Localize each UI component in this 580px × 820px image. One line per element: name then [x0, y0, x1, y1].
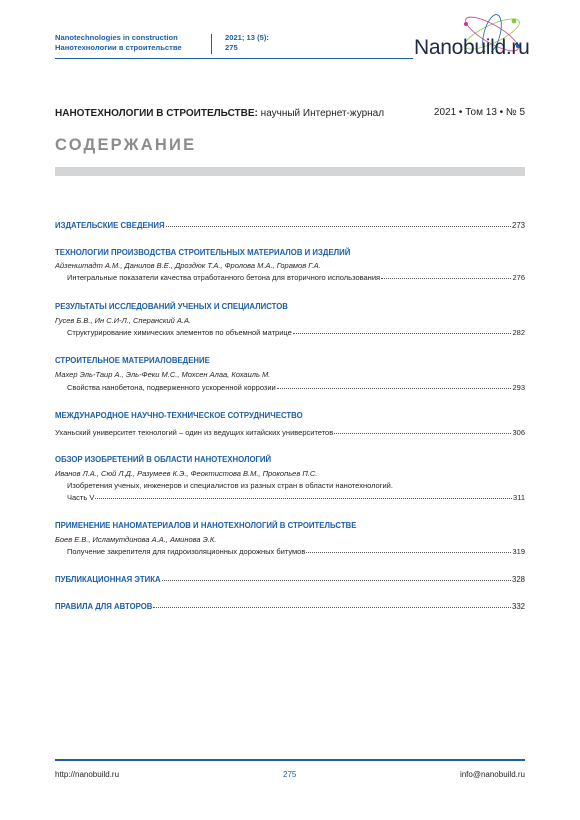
toc-authors: Боев Е.В., Исламутдинова А.А., Аминова Э.К.: [55, 535, 217, 544]
header-journal-name: [55, 33, 182, 53]
toc-authors: Иванов Л.А., Сюй Л.Д., Разумеев К.Э., Феоктистова В.М., Прокопьев П.С.: [55, 469, 318, 478]
page-number: 276: [512, 273, 525, 282]
issue-info: 2021 • Том 13 • № 5: [433, 107, 525, 118]
article-title-line[interactable]: Изобретения ученых, инженеров и специалистов из разных стран в области нанотехнологий.: [67, 481, 393, 490]
toc-section-technology[interactable]: [55, 248, 525, 257]
contents-heading: СОДЕРЖАНИЕ: [55, 136, 197, 154]
journal-title-rest: научный Интернет-журнал: [257, 108, 385, 119]
logo-wordmark[interactable]: Nanobuild.ru: [414, 36, 530, 59]
page-number: 293: [512, 383, 525, 392]
section-title: ПУБЛИКАЦИОННАЯ ЭТИКА: [55, 575, 161, 584]
journal-name-en: Nanotechnologies in construction: [55, 33, 178, 42]
toc-article[interactable]: [67, 493, 525, 502]
page-number: 273: [511, 221, 525, 230]
section-title: РЕЗУЛЬТАТЫ ИССЛЕДОВАНИЙ УЧЕНЫХ И СПЕЦИАЛИСТОВ: [55, 302, 288, 311]
toc-article[interactable]: [67, 328, 525, 337]
article-title: Получение закрепителя для гидроизоляционных дорожных битумов: [67, 547, 306, 556]
footer-url-link[interactable]: http://nanobuild.ru: [55, 770, 120, 779]
issue-volume: 2021; 13 (5):: [225, 33, 269, 42]
article-title: Структурирование химических элементов по объемной матрице: [67, 328, 292, 337]
toc-section-publishing[interactable]: [55, 221, 525, 230]
header-issue: [225, 33, 269, 53]
section-title: ОБЗОР ИЗОБРЕТЕНИЙ В ОБЛАСТИ НАНОТЕХНОЛОГИЙ: [55, 455, 272, 464]
page-number: 282: [512, 328, 525, 337]
leader-dots: [293, 333, 512, 334]
leader-dots: [334, 433, 511, 434]
leader-dots: [306, 552, 511, 553]
footer-email-link[interactable]: info@nanobuild.ru: [459, 770, 525, 779]
page-number: 311: [513, 493, 525, 502]
toc-article[interactable]: [55, 428, 525, 437]
section-title: ПРИМЕНЕНИЕ НАНОМАТЕРИАЛОВ И НАНОТЕХНОЛОГИЙ В СТРОИТЕЛЬСТВЕ: [55, 521, 357, 530]
page-number: 328: [511, 575, 525, 584]
toc-section-international[interactable]: [55, 411, 525, 420]
journal-title: [55, 108, 384, 119]
journal-title-bold: НАНОТЕХНОЛОГИИ В СТРОИТЕЛЬСТВЕ:: [55, 108, 258, 119]
toc-authors: Айзенштадт А.М., Данилов В.Е., Дроздюк Т.А., Фролова М.А., Горамов Г.А.: [55, 261, 321, 270]
leader-dots: [95, 498, 512, 499]
toc-section-research[interactable]: [55, 302, 525, 311]
toc-authors: Гусев Б.В., Ин С.И-Л., Сперанский А.А.: [55, 316, 192, 325]
leader-dots: [162, 580, 511, 581]
toc-section-materials[interactable]: [55, 356, 525, 365]
section-title: ИЗДАТЕЛЬСКИЕ СВЕДЕНИЯ: [55, 221, 165, 230]
article-title: Интегральные показатели качества отработанного бетона для вторичного использования: [67, 273, 381, 282]
leader-dots: [277, 388, 512, 389]
page-number: 306: [512, 428, 525, 437]
section-title: ТЕХНОЛОГИИ ПРОИЗВОДСТВА СТРОИТЕЛЬНЫХ МАТЕРИАЛОВ И ИЗДЕЛИЙ: [55, 248, 351, 257]
footer-rule: [55, 759, 525, 761]
issue-page: 275: [225, 43, 238, 52]
leader-dots: [166, 226, 511, 227]
page-number: 319: [512, 547, 525, 556]
article-title: Свойства нанобетона, подверженного ускоренной коррозии: [67, 383, 276, 392]
page-number: 332: [511, 602, 525, 611]
toc-authors: Махер Эль-Таир А., Эль-Феки М.С., Мохсен Алаа, Кохаиль М.: [55, 370, 271, 379]
toc-section-ethics[interactable]: [55, 575, 525, 584]
header-separator: [211, 34, 212, 54]
article-title: Часть V: [67, 493, 95, 502]
toc-article[interactable]: [67, 383, 525, 392]
leader-dots: [153, 607, 511, 608]
header-rule: [55, 58, 413, 59]
section-title: СТРОИТЕЛЬНОЕ МАТЕРИАЛОВЕДЕНИЕ: [55, 356, 210, 365]
toc-section-rules[interactable]: [55, 602, 525, 611]
journal-name-ru: Нанотехнологии в строительстве: [55, 43, 182, 52]
section-title: ПРАВИЛА ДЛЯ АВТОРОВ: [55, 602, 153, 611]
toc-section-application[interactable]: [55, 521, 525, 530]
toc-article[interactable]: [67, 273, 525, 282]
toc-section-inventions[interactable]: [55, 455, 525, 464]
footer-page-number: 275: [283, 770, 297, 779]
leader-dots: [381, 278, 511, 279]
heading-bar: [55, 167, 525, 176]
article-title: Уханьский университет технологий – один из ведущих китайских университетов: [55, 428, 334, 437]
section-title: МЕЖДУНАРОДНОЕ НАУЧНО-ТЕХНИЧЕСКОЕ СОТРУДНИЧЕСТВО: [55, 411, 303, 420]
toc-article[interactable]: [67, 547, 525, 556]
